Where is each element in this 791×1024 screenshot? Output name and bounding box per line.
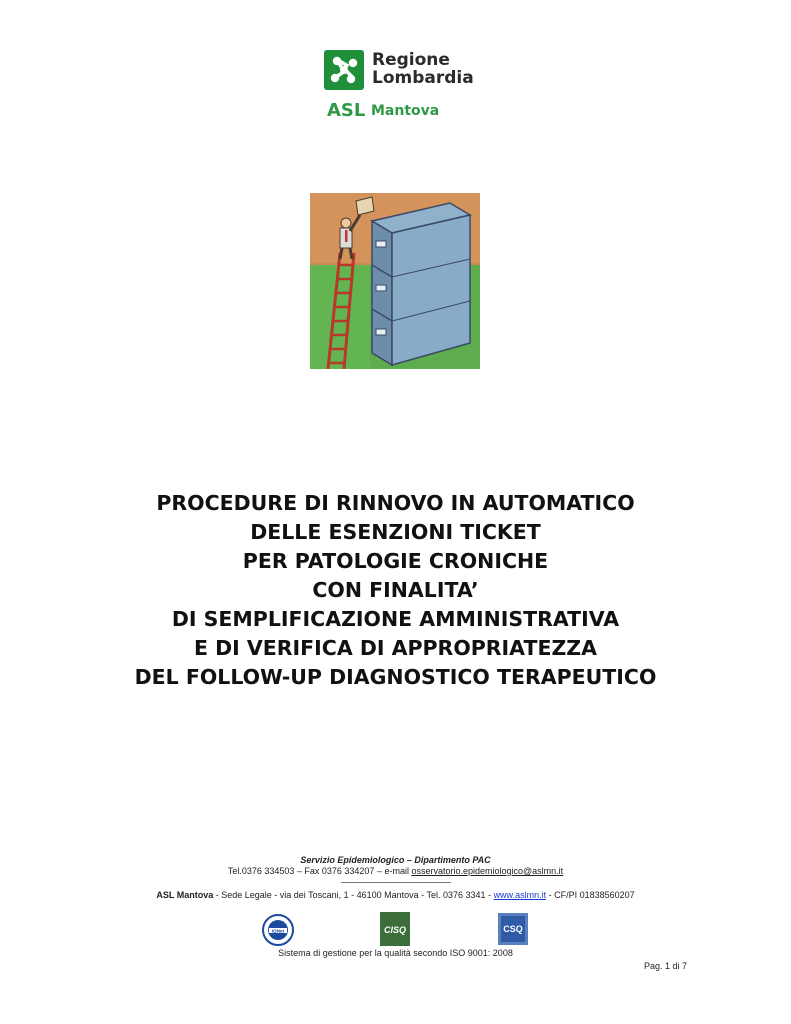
footer-website-link[interactable]: www.aslmn.it — [493, 890, 547, 900]
iqnet-seal-icon — [262, 914, 294, 951]
iqnet-seal-label: IQNet — [271, 928, 285, 934]
footer-tax-id: - CF/PI 01838560207 — [546, 890, 635, 900]
footer-contacts — [0, 866, 791, 876]
filing-cabinet-ladder-illustration — [310, 193, 480, 369]
title-line: PROCEDURE DI RINNOVO IN AUTOMATICO — [156, 491, 635, 515]
document-title — [60, 489, 731, 692]
footer-contacts-text: Tel.0376 334503 – Fax 0376 334207 – e-mail — [227, 866, 412, 876]
title-line: DI SEMPLIFICAZIONE AMMINISTRATIVA — [171, 607, 620, 631]
logo-regione: Regione — [372, 50, 450, 70]
page-number: Pag. 1 di 7 — [643, 961, 687, 971]
title-line: DEL FOLLOW-UP DIAGNOSTICO TERAPEUTICO — [134, 665, 657, 689]
footer-email-link[interactable]: osservatorio.epidemiologico@aslmn.it — [411, 866, 564, 876]
cisq-logo-label: CISQ — [383, 925, 407, 935]
footer-service: Servizio Epidemiologico – Dipartimento PAC — [300, 855, 491, 865]
title-line: PER PATOLOGIE CRONICHE — [242, 549, 549, 573]
logo-asl: ASL — [327, 100, 366, 121]
csq-logo-icon — [498, 913, 528, 950]
lombardia-rose-icon — [324, 50, 364, 90]
certification-logos — [262, 914, 532, 948]
title-line: DELLE ESENZIONI TICKET — [250, 520, 541, 544]
logo-lombardia: Lombardia — [372, 68, 474, 88]
page-footer — [0, 855, 791, 900]
iso-note: Sistema di gestione per la qualità secondo ISO 9001: 2008 — [278, 948, 513, 958]
title-line: E DI VERIFICA DI APPROPRIATEZZA — [193, 636, 598, 660]
cisq-logo-icon — [380, 912, 410, 951]
footer-org: ASL Mantova — [156, 890, 214, 900]
csq-logo-label: CSQ — [503, 924, 523, 934]
title-line: CON FINALITA’ — [312, 578, 479, 602]
logo-mantova: Mantova — [371, 103, 440, 119]
footer-address-text: - Sede Legale - via dei Toscani, 1 - 46100 Mantova - Tel. 0376 3341 - — [213, 890, 494, 900]
regione-lombardia-logo — [324, 49, 494, 121]
footer-address — [0, 890, 791, 900]
footer-divider — [341, 882, 451, 883]
